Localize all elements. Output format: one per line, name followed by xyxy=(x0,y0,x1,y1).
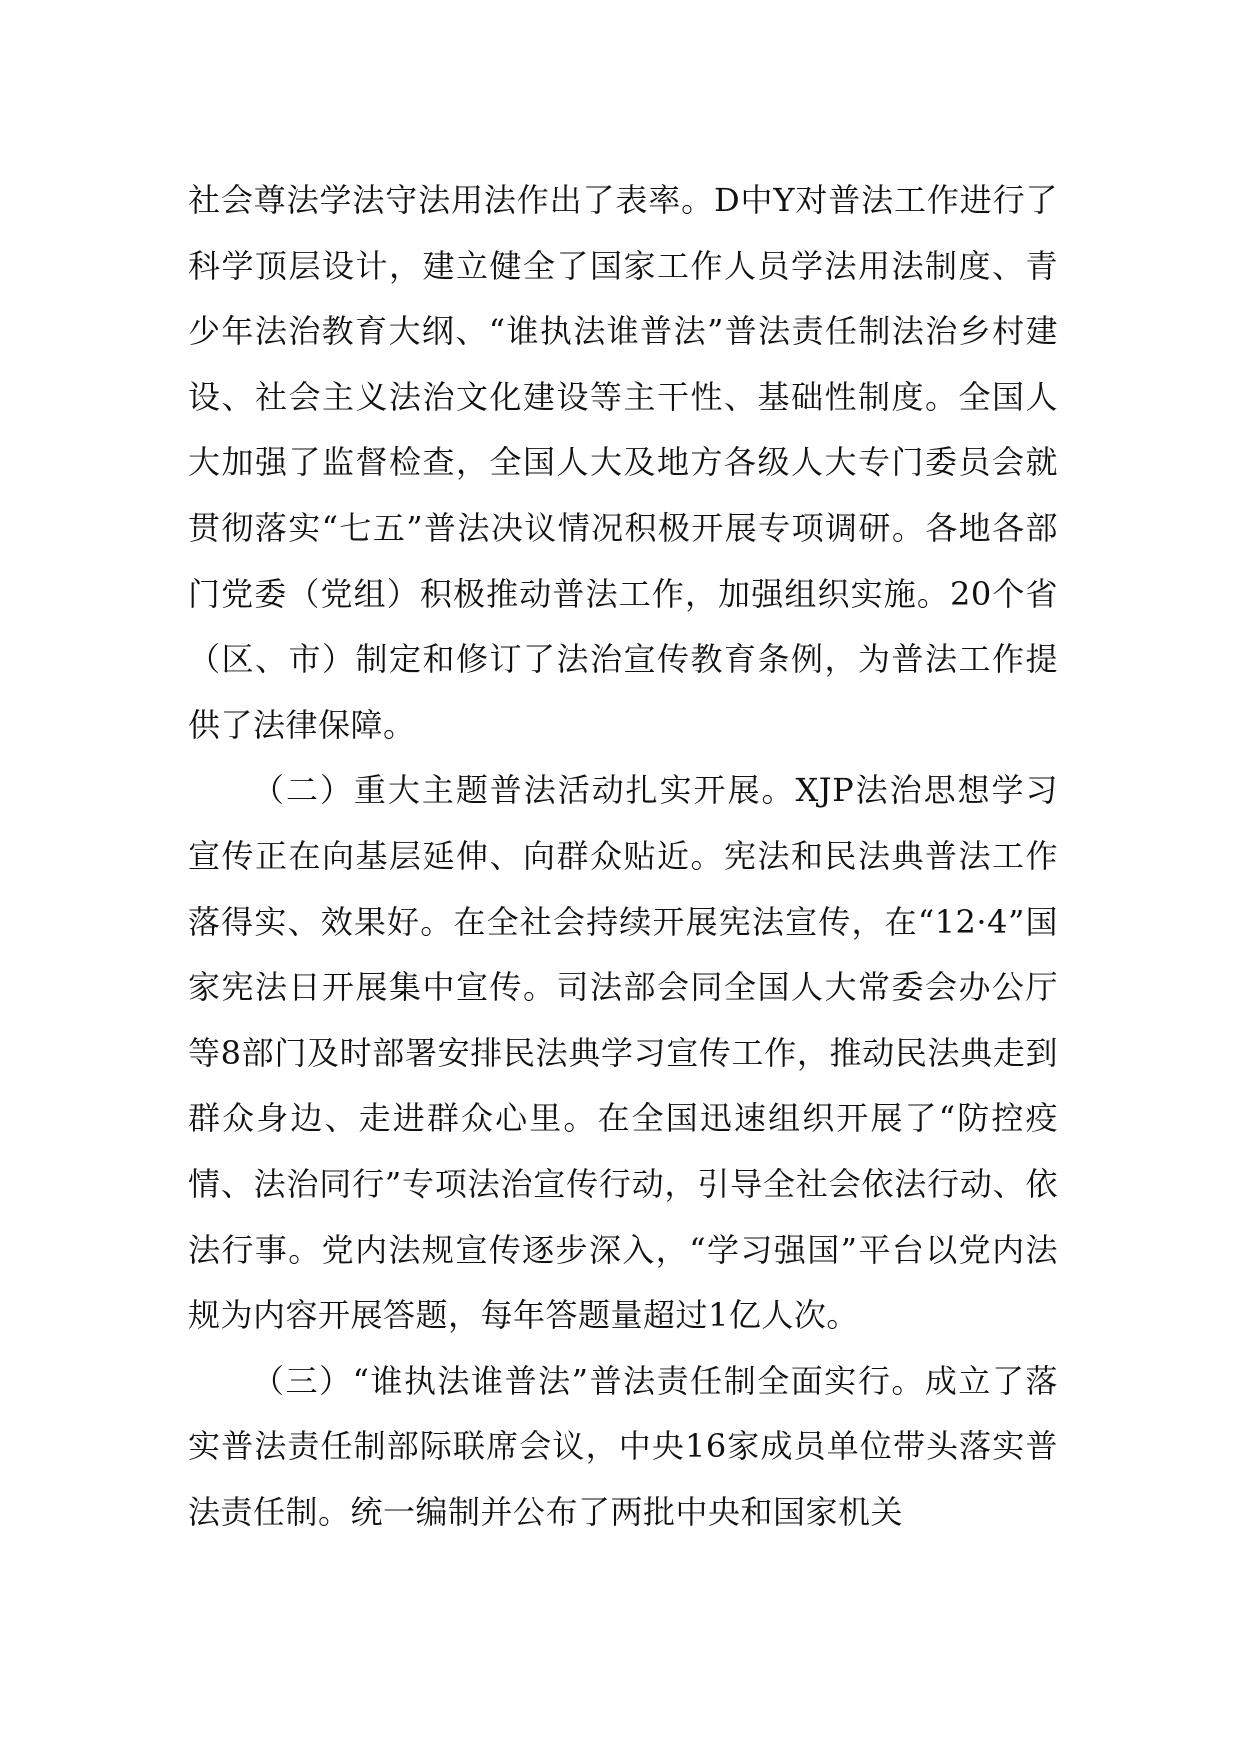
paragraph-section-two: （二）重大主题普法活动扎实开展。XJP法治思想学习宣传正在向基层延伸、向群众贴近。宪法和民法典普法工作落得实、效果好。在全社会持续开展宪法宣传，在“12·4”国家宪法日开展集中宣传。司法部会同全国人大常委会办公厅等8部门及时部署安排民法典学习宣传工作，推动民法典走到群众身边、走进群众心里。在全国迅速组织开展了“防控疫情、法治同行”专项法治宣传行动，引导全社会依法行动、依法行事。党内法规宣传逐步深入，“学习强国”平台以党内法规为内容开展答题，每年答题量超过1亿人次。 xyxy=(188,771,1058,1335)
paragraph-section-three: （三）“谁执法谁普法”普法责任制全面实行。成立了落实普法责任制部际联席会议，中央16家成员单位带头落实普法责任制。统一编制并公布了两批中央和国家机关 xyxy=(188,1361,1058,1531)
document-page xyxy=(188,168,1058,1545)
paragraph-continuation: 社会尊法学法守法用法作出了表率。D中Y对普法工作进行了科学顶层设计，建立健全了国家工作人员学法用法制度、青少年法治教育大纲、“谁执法谁普法”普法责任制法治乡村建设、社会主义法治文化建设等主干性、基础性制度。全国人大加强了监督检查，全国人大及地方各级人大专门委员会就贯彻落实“七五”普法决议情况积极开展专项调研。各地各部门党委（党组）积极推动普法工作，加强组织实施。20个省（区、市）制定和修订了法治宣传教育条例，为普法工作提供了法律保障。 xyxy=(188,181,1058,744)
